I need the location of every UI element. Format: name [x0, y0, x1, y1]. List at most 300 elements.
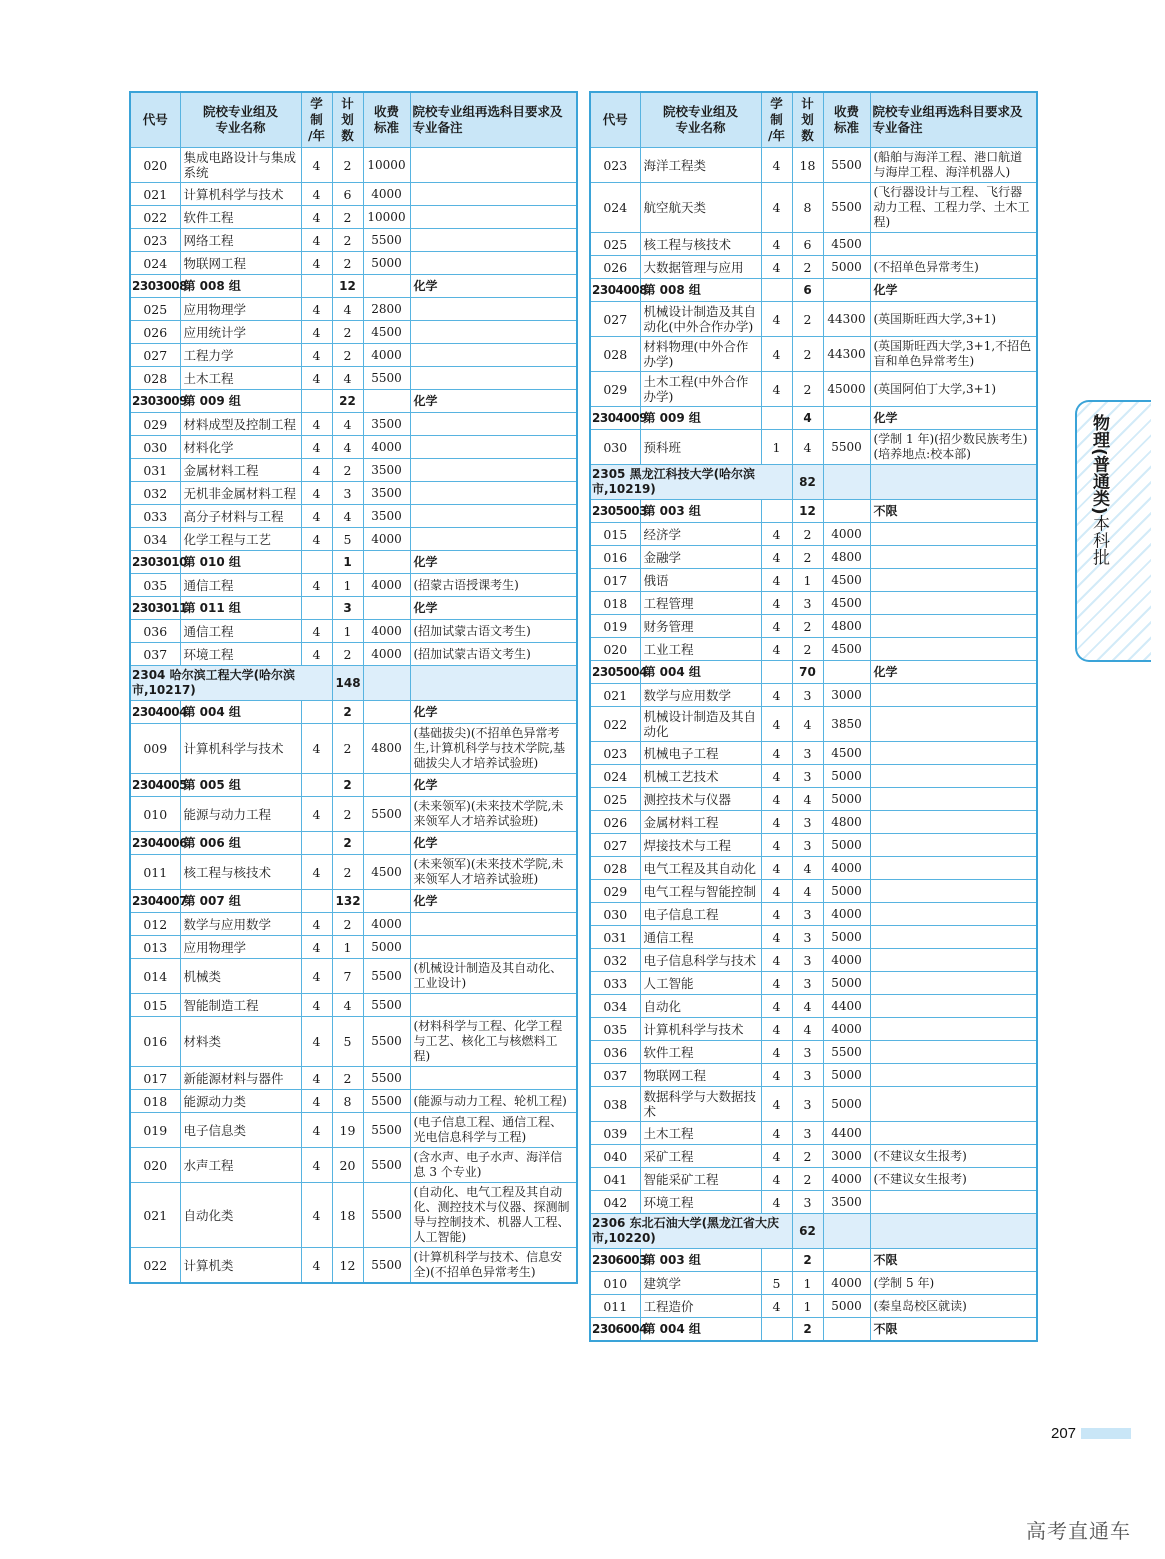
- major-row: [130, 505, 577, 528]
- major-years: 4: [301, 229, 332, 252]
- major-name: 机械电子工程: [640, 742, 761, 765]
- major-plan: 2: [332, 724, 363, 774]
- major-years: 4: [761, 1168, 792, 1191]
- institution-name: 2304 哈尔滨工程大学(哈尔滨市,10217): [130, 666, 332, 701]
- major-fee: 5000: [823, 256, 870, 279]
- group-subject-requirement: 化学: [410, 275, 577, 298]
- major-plan: 3: [792, 592, 823, 615]
- major-fee: 3000: [823, 684, 870, 707]
- major-fee: 3500: [363, 459, 410, 482]
- major-row: [590, 1295, 1037, 1318]
- col-requirement-header: 院校专业组再选科目要求及 专业备注: [870, 92, 1037, 148]
- major-years: 1: [761, 430, 792, 465]
- major-years: 4: [301, 344, 332, 367]
- major-row: [590, 233, 1037, 256]
- major-plan: 3: [792, 1191, 823, 1214]
- major-plan: 3: [792, 1041, 823, 1064]
- major-row: [130, 574, 577, 597]
- major-name: 经济学: [640, 523, 761, 546]
- group-code: 2305004: [590, 661, 640, 684]
- group-row: [590, 500, 1037, 523]
- major-row: [590, 523, 1037, 546]
- major-fee: 5500: [363, 1090, 410, 1113]
- major-code: 031: [590, 926, 640, 949]
- major-note: (不建议女生报考): [870, 1168, 1037, 1191]
- major-code: 026: [590, 811, 640, 834]
- major-years: 4: [761, 638, 792, 661]
- major-years: 4: [761, 256, 792, 279]
- major-years: 4: [301, 482, 332, 505]
- major-years: 4: [761, 972, 792, 995]
- major-note: [870, 615, 1037, 638]
- major-code: 023: [130, 229, 180, 252]
- group-code: 2304006: [130, 832, 180, 855]
- major-plan: 4: [332, 436, 363, 459]
- major-note: [870, 834, 1037, 857]
- major-row: [590, 972, 1037, 995]
- major-years: 4: [301, 206, 332, 229]
- major-note: [870, 903, 1037, 926]
- major-code: 010: [130, 797, 180, 832]
- major-fee: 5500: [363, 1067, 410, 1090]
- major-code: 037: [130, 643, 180, 666]
- major-note: [870, 765, 1037, 788]
- group-plan: 2: [792, 1318, 823, 1342]
- major-code: 021: [130, 1183, 180, 1248]
- group-years-empty: [301, 701, 332, 724]
- major-plan: 2: [792, 1168, 823, 1191]
- major-name: 数学与应用数学: [640, 684, 761, 707]
- major-code: 018: [590, 592, 640, 615]
- major-name: 电子信息工程: [640, 903, 761, 926]
- major-fee: 5500: [363, 797, 410, 832]
- major-name: 核工程与核技术: [640, 233, 761, 256]
- group-code: 2303009: [130, 390, 180, 413]
- major-note: (学制 1 年)(招少数民族考生)(培养地点:校本部): [870, 430, 1037, 465]
- major-name: 化学工程与工艺: [180, 528, 301, 551]
- major-fee: 5500: [823, 1041, 870, 1064]
- group-plan: 12: [332, 275, 363, 298]
- major-note: (学制 5 年): [870, 1272, 1037, 1295]
- major-name: 工业工程: [640, 638, 761, 661]
- table-header: [590, 92, 1037, 148]
- group-fee-empty: [823, 1318, 870, 1342]
- group-name: 第 004 组: [640, 661, 761, 684]
- major-fee: 45000: [823, 372, 870, 407]
- major-name: 航空航天类: [640, 183, 761, 233]
- col-fee-header: 收费 标准: [363, 92, 410, 148]
- group-row: [130, 701, 577, 724]
- group-fee-empty: [363, 551, 410, 574]
- major-note: [410, 482, 577, 505]
- institution-plan: 148: [332, 666, 363, 701]
- major-name: 建筑学: [640, 1272, 761, 1295]
- major-name: 俄语: [640, 569, 761, 592]
- institution-row: [590, 1214, 1037, 1249]
- major-row: [590, 1064, 1037, 1087]
- major-name: 工程管理: [640, 592, 761, 615]
- major-name: 网络工程: [180, 229, 301, 252]
- major-plan: 3: [792, 1122, 823, 1145]
- major-note: [410, 183, 577, 206]
- major-years: 4: [761, 765, 792, 788]
- major-plan: 7: [332, 959, 363, 994]
- major-fee: 10000: [363, 206, 410, 229]
- major-plan: 3: [792, 903, 823, 926]
- major-code: 019: [130, 1113, 180, 1148]
- group-fee-empty: [823, 661, 870, 684]
- major-row: [590, 903, 1037, 926]
- major-note: [410, 367, 577, 390]
- major-plan: 3: [332, 482, 363, 505]
- major-code: 015: [590, 523, 640, 546]
- group-years-empty: [761, 407, 792, 430]
- group-years-empty: [301, 832, 332, 855]
- major-years: 4: [761, 372, 792, 407]
- col-years-header: 学 制 /年: [301, 92, 332, 148]
- major-plan: 2: [332, 229, 363, 252]
- group-fee-empty: [363, 890, 410, 913]
- major-code: 023: [590, 742, 640, 765]
- group-row: [130, 551, 577, 574]
- major-plan: 2: [792, 256, 823, 279]
- major-plan: 2: [332, 797, 363, 832]
- major-code: 030: [590, 903, 640, 926]
- major-code: 029: [590, 880, 640, 903]
- major-name: 应用物理学: [180, 298, 301, 321]
- major-name: 金属材料工程: [180, 459, 301, 482]
- group-code: 2304007: [130, 890, 180, 913]
- major-plan: 4: [792, 880, 823, 903]
- major-fee: 4500: [823, 233, 870, 256]
- major-note: [870, 523, 1037, 546]
- major-note: [870, 707, 1037, 742]
- major-years: 4: [301, 1248, 332, 1284]
- group-fee-empty: [363, 774, 410, 797]
- major-code: 009: [130, 724, 180, 774]
- group-name: 第 008 组: [640, 279, 761, 302]
- major-code: 021: [130, 183, 180, 206]
- major-plan: 5: [332, 1017, 363, 1067]
- major-years: 4: [301, 724, 332, 774]
- major-years: 4: [301, 959, 332, 994]
- major-fee: 4400: [823, 1122, 870, 1145]
- group-name: 第 004 组: [180, 701, 301, 724]
- group-name: 第 009 组: [640, 407, 761, 430]
- major-fee: 5000: [823, 926, 870, 949]
- col-plan-header: 计 划 数: [332, 92, 363, 148]
- major-note: (英国斯旺西大学,3+1): [870, 302, 1037, 337]
- major-code: 027: [590, 302, 640, 337]
- major-row: [590, 183, 1037, 233]
- major-years: 4: [761, 523, 792, 546]
- major-plan: 2: [332, 206, 363, 229]
- institution-fee-empty: [363, 666, 410, 701]
- major-name: 自动化类: [180, 1183, 301, 1248]
- major-code: 030: [590, 430, 640, 465]
- major-plan: 3: [792, 972, 823, 995]
- institution-note-empty: [410, 666, 577, 701]
- major-name: 软件工程: [640, 1041, 761, 1064]
- major-code: 024: [590, 765, 640, 788]
- major-years: 4: [301, 1113, 332, 1148]
- major-note: (能源与动力工程、轮机工程): [410, 1090, 577, 1113]
- major-code: 010: [590, 1272, 640, 1295]
- major-plan: 2: [332, 855, 363, 890]
- group-years-empty: [301, 890, 332, 913]
- major-row: [590, 638, 1037, 661]
- major-note: [870, 1087, 1037, 1122]
- major-note: [410, 913, 577, 936]
- major-years: 4: [301, 1148, 332, 1183]
- major-note: [870, 233, 1037, 256]
- major-note: [870, 638, 1037, 661]
- group-years-empty: [301, 774, 332, 797]
- major-code: 035: [590, 1018, 640, 1041]
- major-years: 4: [301, 298, 332, 321]
- institution-row: [590, 465, 1037, 500]
- major-fee: 5000: [823, 1087, 870, 1122]
- major-name: 核工程与核技术: [180, 855, 301, 890]
- group-subject-requirement: 化学: [410, 832, 577, 855]
- major-name: 预科班: [640, 430, 761, 465]
- institution-note-empty: [870, 465, 1037, 500]
- major-row: [590, 1191, 1037, 1214]
- major-years: 4: [761, 1295, 792, 1318]
- group-plan: 2: [792, 1249, 823, 1272]
- major-code: 025: [590, 788, 640, 811]
- major-plan: 4: [792, 430, 823, 465]
- major-name: 软件工程: [180, 206, 301, 229]
- major-years: 4: [301, 505, 332, 528]
- major-fee: 5500: [823, 148, 870, 183]
- major-years: 4: [761, 546, 792, 569]
- major-years: 4: [761, 1087, 792, 1122]
- major-note: (招蒙古语授课考生): [410, 574, 577, 597]
- major-name: 新能源材料与器件: [180, 1067, 301, 1090]
- major-years: 4: [301, 1017, 332, 1067]
- major-row: [590, 926, 1037, 949]
- major-plan: 1: [792, 1295, 823, 1318]
- major-row: [590, 337, 1037, 372]
- group-code: 2306003: [590, 1249, 640, 1272]
- group-row: [590, 279, 1037, 302]
- page-number: 207: [1051, 1425, 1077, 1442]
- major-row: [130, 1148, 577, 1183]
- group-fee-empty: [363, 597, 410, 620]
- group-code: 2306004: [590, 1318, 640, 1342]
- major-name: 高分子材料与工程: [180, 505, 301, 528]
- group-plan: 12: [792, 500, 823, 523]
- group-fee-empty: [823, 1249, 870, 1272]
- major-fee: 5500: [363, 1148, 410, 1183]
- major-code: 028: [590, 337, 640, 372]
- major-fee: 4500: [823, 742, 870, 765]
- left-table-body: [130, 148, 577, 1284]
- major-row: [130, 528, 577, 551]
- major-years: 4: [761, 1191, 792, 1214]
- group-plan: 2: [332, 774, 363, 797]
- major-fee: 4000: [823, 523, 870, 546]
- major-code: 027: [130, 344, 180, 367]
- group-code: 2304009: [590, 407, 640, 430]
- group-fee-empty: [363, 832, 410, 855]
- major-code: 021: [590, 684, 640, 707]
- major-name: 环境工程: [640, 1191, 761, 1214]
- major-plan: 6: [332, 183, 363, 206]
- major-code: 028: [130, 367, 180, 390]
- major-note: (飞行器设计与工程、飞行器动力工程、工程力学、土木工程): [870, 183, 1037, 233]
- group-subject-requirement: 不限: [870, 1249, 1037, 1272]
- major-fee: 4000: [363, 344, 410, 367]
- major-plan: 8: [332, 1090, 363, 1113]
- major-years: 4: [761, 707, 792, 742]
- major-plan: 2: [332, 148, 363, 183]
- major-row: [590, 811, 1037, 834]
- major-name: 金融学: [640, 546, 761, 569]
- group-years-empty: [761, 279, 792, 302]
- major-plan: 20: [332, 1148, 363, 1183]
- major-plan: 3: [792, 742, 823, 765]
- group-fee-empty: [823, 500, 870, 523]
- major-name: 焊接技术与工程: [640, 834, 761, 857]
- major-row: [130, 724, 577, 774]
- group-subject-requirement: 化学: [410, 597, 577, 620]
- major-name: 测控技术与仪器: [640, 788, 761, 811]
- major-note: [410, 148, 577, 183]
- major-row: [590, 1041, 1037, 1064]
- major-row: [130, 797, 577, 832]
- major-code: 034: [590, 995, 640, 1018]
- major-name: 机械类: [180, 959, 301, 994]
- major-fee: 10000: [363, 148, 410, 183]
- major-name: 机械工艺技术: [640, 765, 761, 788]
- group-plan: 4: [792, 407, 823, 430]
- group-subject-requirement: 化学: [870, 279, 1037, 302]
- major-plan: 4: [332, 298, 363, 321]
- major-fee: 4000: [363, 913, 410, 936]
- major-note: [870, 949, 1037, 972]
- major-row: [130, 148, 577, 183]
- major-row: [590, 430, 1037, 465]
- major-fee: 5000: [363, 936, 410, 959]
- group-row: [130, 832, 577, 855]
- major-code: 030: [130, 436, 180, 459]
- institution-plan: 82: [792, 465, 823, 500]
- major-row: [130, 1067, 577, 1090]
- major-row: [590, 857, 1037, 880]
- group-row: [590, 661, 1037, 684]
- major-name: 材料类: [180, 1017, 301, 1067]
- major-plan: 2: [332, 459, 363, 482]
- major-fee: 3000: [823, 1145, 870, 1168]
- major-fee: 5000: [363, 252, 410, 275]
- major-name: 应用统计学: [180, 321, 301, 344]
- major-name: 电子信息科学与技术: [640, 949, 761, 972]
- major-code: 027: [590, 834, 640, 857]
- major-code: 016: [130, 1017, 180, 1067]
- major-years: 4: [761, 684, 792, 707]
- major-plan: 3: [792, 811, 823, 834]
- major-note: [870, 742, 1037, 765]
- major-name: 电气工程与智能控制: [640, 880, 761, 903]
- major-note: (材料科学与工程、化学工程与工艺、核化工与核燃料工程): [410, 1017, 577, 1067]
- group-row: [130, 390, 577, 413]
- col-fee-header: 收费 标准: [823, 92, 870, 148]
- major-plan: 2: [332, 913, 363, 936]
- watermark-text: 高考直通车: [1026, 1519, 1131, 1543]
- major-plan: 3: [792, 1087, 823, 1122]
- major-name: 智能制造工程: [180, 994, 301, 1017]
- major-years: 4: [761, 834, 792, 857]
- major-plan: 6: [792, 233, 823, 256]
- major-plan: 3: [792, 1064, 823, 1087]
- major-code: 017: [590, 569, 640, 592]
- major-name: 大数据管理与应用: [640, 256, 761, 279]
- group-years-empty: [761, 1249, 792, 1272]
- major-plan: 3: [792, 949, 823, 972]
- major-row: [590, 1168, 1037, 1191]
- right-admission-table: [589, 91, 1038, 1342]
- major-note: [870, 1191, 1037, 1214]
- major-name: 计算机科学与技术: [640, 1018, 761, 1041]
- major-row: [590, 546, 1037, 569]
- major-name: 通信工程: [180, 574, 301, 597]
- major-note: [410, 206, 577, 229]
- major-plan: 3: [792, 765, 823, 788]
- major-row: [130, 1248, 577, 1284]
- major-code: 022: [130, 1248, 180, 1284]
- major-plan: 5: [332, 528, 363, 551]
- major-years: 4: [761, 1122, 792, 1145]
- major-name: 工程力学: [180, 344, 301, 367]
- major-note: [870, 592, 1037, 615]
- major-code: 026: [130, 321, 180, 344]
- major-fee: 5500: [363, 1017, 410, 1067]
- major-years: 4: [301, 528, 332, 551]
- major-plan: 2: [792, 1145, 823, 1168]
- major-note: [410, 1067, 577, 1090]
- major-name: 工程造价: [640, 1295, 761, 1318]
- institution-fee-empty: [823, 1214, 870, 1249]
- group-plan: 6: [792, 279, 823, 302]
- major-years: 4: [761, 995, 792, 1018]
- major-code: 023: [590, 148, 640, 183]
- major-note: [410, 436, 577, 459]
- major-fee: 4800: [823, 615, 870, 638]
- major-plan: 4: [332, 505, 363, 528]
- major-name: 集成电路设计与集成系统: [180, 148, 301, 183]
- major-code: 011: [130, 855, 180, 890]
- major-years: 4: [301, 643, 332, 666]
- major-note: [410, 505, 577, 528]
- major-note: [870, 1064, 1037, 1087]
- major-note: [870, 811, 1037, 834]
- major-fee: 5000: [823, 1064, 870, 1087]
- major-note: [410, 229, 577, 252]
- major-note: (电子信息工程、通信工程、光电信息科学与工程): [410, 1113, 577, 1148]
- major-code: 018: [130, 1090, 180, 1113]
- major-name: 金属材料工程: [640, 811, 761, 834]
- major-plan: 4: [332, 994, 363, 1017]
- major-fee: 4000: [363, 183, 410, 206]
- major-fee: 3500: [363, 482, 410, 505]
- major-fee: 5500: [823, 430, 870, 465]
- major-years: 4: [301, 183, 332, 206]
- section-label: [1087, 414, 1111, 566]
- group-plan: 1: [332, 551, 363, 574]
- major-code: 034: [130, 528, 180, 551]
